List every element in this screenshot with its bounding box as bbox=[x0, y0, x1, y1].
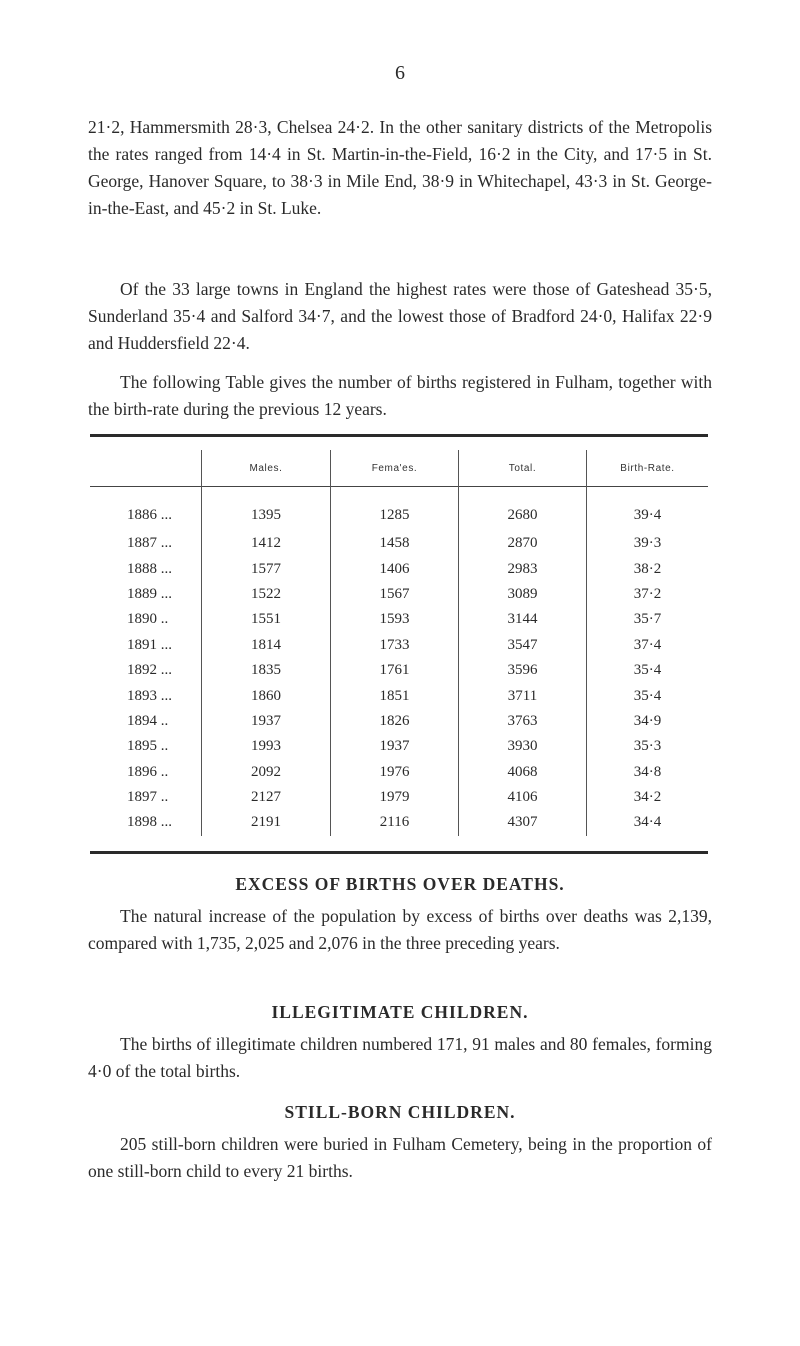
birth-rate-cell: 35·7 bbox=[587, 607, 709, 632]
excess-births-heading: EXCESS OF BIRTHS OVER DEATHS. bbox=[235, 874, 565, 894]
females-cell: 1761 bbox=[331, 658, 459, 683]
total-cell: 3089 bbox=[459, 582, 587, 607]
table-row bbox=[90, 683, 708, 708]
table-bottom-rule bbox=[90, 851, 708, 854]
females-cell: 1976 bbox=[331, 760, 459, 785]
males-cell: 2127 bbox=[202, 785, 331, 810]
birth-rate-cell: 37·4 bbox=[587, 633, 709, 658]
females-cell: 1733 bbox=[331, 633, 459, 658]
birth-rate-cell: 37·2 bbox=[587, 582, 709, 607]
year-cell: 1898 ... bbox=[127, 814, 172, 831]
paragraph-table-intro: The following Table gives the number of births registered in Fulham, together with the birth-rate during the previous 12 years. bbox=[88, 372, 712, 419]
page-number: 6 bbox=[395, 62, 405, 84]
females-cell: 1458 bbox=[331, 531, 459, 556]
males-cell: 1993 bbox=[202, 734, 331, 759]
females-cell: 1285 bbox=[331, 487, 459, 532]
total-cell: 2870 bbox=[459, 531, 587, 556]
total-cell: 4068 bbox=[459, 760, 587, 785]
birth-rate-cell: 34·9 bbox=[587, 709, 709, 734]
birth-rate-cell: 34·2 bbox=[587, 785, 709, 810]
table-header-row bbox=[90, 450, 708, 487]
males-cell: 1835 bbox=[202, 658, 331, 683]
table-top-rule bbox=[90, 434, 708, 437]
header-males: Males. bbox=[202, 450, 331, 487]
total-cell: 3763 bbox=[459, 709, 587, 734]
total-cell: 3144 bbox=[459, 607, 587, 632]
table-row bbox=[90, 633, 708, 658]
total-cell: 3596 bbox=[459, 658, 587, 683]
total-cell: 3547 bbox=[459, 633, 587, 658]
table-row bbox=[90, 607, 708, 632]
year-cell: 1886 ... bbox=[127, 506, 172, 523]
year-cell: 1889 ... bbox=[127, 585, 172, 602]
males-cell: 2191 bbox=[202, 810, 331, 835]
year-cell: 1894 .. bbox=[127, 712, 169, 729]
births-table bbox=[90, 450, 708, 836]
table-row bbox=[90, 658, 708, 683]
females-cell: 1979 bbox=[331, 785, 459, 810]
birth-rate-cell: 35·4 bbox=[587, 683, 709, 708]
year-cell: 1888 ... bbox=[127, 560, 172, 577]
year-cell: 1887 ... bbox=[127, 535, 172, 552]
total-cell: 4106 bbox=[459, 785, 587, 810]
females-cell: 1937 bbox=[331, 734, 459, 759]
year-cell: 1895 .. bbox=[127, 738, 169, 755]
birth-rate-cell: 35·3 bbox=[587, 734, 709, 759]
total-cell: 3711 bbox=[459, 683, 587, 708]
total-cell: 3930 bbox=[459, 734, 587, 759]
males-cell: 2092 bbox=[202, 760, 331, 785]
total-cell: 2983 bbox=[459, 556, 587, 581]
excess-births-text: The natural increase of the population by excess of births over deaths was 2,139, compared with 1,735, 2,025 and 2,076 in the three preceding years. bbox=[88, 906, 712, 953]
illegitimate-heading: ILLEGITIMATE CHILDREN. bbox=[271, 1002, 529, 1022]
year-cell: 1897 .. bbox=[127, 789, 169, 806]
total-cell: 2680 bbox=[459, 487, 587, 532]
paragraph-large-towns: Of the 33 large towns in England the highest rates were those of Gateshead 35·5, Sunderland 35·4 and Salford 34·7, and the lowest those of Bradford 24·0, Halifax 22·9 and Huddersfield 22·4. bbox=[88, 279, 712, 353]
birth-rate-cell: 39·4 bbox=[587, 487, 709, 532]
table-row bbox=[90, 531, 708, 556]
stillborn-heading: STILL-BORN CHILDREN. bbox=[284, 1102, 516, 1122]
illegitimate-text: The births of illegitimate children numbered 171, 91 males and 80 females, forming 4·0 of the total births. bbox=[88, 1034, 712, 1081]
header-total: Total. bbox=[459, 450, 587, 487]
females-cell: 1406 bbox=[331, 556, 459, 581]
table-row bbox=[90, 734, 708, 759]
header-year bbox=[90, 450, 202, 487]
year-cell: 1890 .. bbox=[127, 611, 169, 628]
table-row bbox=[90, 810, 708, 835]
males-cell: 1577 bbox=[202, 556, 331, 581]
females-cell: 1851 bbox=[331, 683, 459, 708]
total-cell: 4307 bbox=[459, 810, 587, 835]
females-cell: 1826 bbox=[331, 709, 459, 734]
males-cell: 1522 bbox=[202, 582, 331, 607]
males-cell: 1551 bbox=[202, 607, 331, 632]
table-row bbox=[90, 487, 708, 532]
males-cell: 1937 bbox=[202, 709, 331, 734]
year-cell: 1892 ... bbox=[127, 662, 172, 679]
birth-rate-cell: 38·2 bbox=[587, 556, 709, 581]
males-cell: 1412 bbox=[202, 531, 331, 556]
table-row bbox=[90, 556, 708, 581]
birth-rate-cell: 34·4 bbox=[587, 810, 709, 835]
header-females: Fema'es. bbox=[331, 450, 459, 487]
table-row bbox=[90, 785, 708, 810]
birth-rate-cell: 39·3 bbox=[587, 531, 709, 556]
year-cell: 1891 ... bbox=[127, 636, 172, 653]
table-row bbox=[90, 709, 708, 734]
males-cell: 1860 bbox=[202, 683, 331, 708]
header-birth-rate: Birth-Rate. bbox=[587, 450, 709, 487]
males-cell: 1395 bbox=[202, 487, 331, 532]
stillborn-text: 205 still-born children were buried in Fulham Cemetery, being in the proportion of one still-born child to every 21 births. bbox=[88, 1134, 712, 1181]
paragraph-metropolis-rates: 21·2, Hammersmith 28·3, Chelsea 24·2. In the other sanitary districts of the Metropolis the rates ranged from 14·4 in St. Martin-in-the-Field, 16·2 in the City, and 17·5 in St. George, Hanover Square, to 38·3 in Mile End, 38·9 in Whitechapel, 43·3 in St. George-in-the-East, and 45·2 in St. Luke. bbox=[88, 117, 712, 218]
year-cell: 1893 ... bbox=[127, 687, 172, 704]
birth-rate-cell: 35·4 bbox=[587, 658, 709, 683]
year-cell: 1896 .. bbox=[127, 763, 169, 780]
females-cell: 1567 bbox=[331, 582, 459, 607]
birth-rate-cell: 34·8 bbox=[587, 760, 709, 785]
table-row bbox=[90, 582, 708, 607]
females-cell: 1593 bbox=[331, 607, 459, 632]
females-cell: 2116 bbox=[331, 810, 459, 835]
table-row bbox=[90, 760, 708, 785]
males-cell: 1814 bbox=[202, 633, 331, 658]
